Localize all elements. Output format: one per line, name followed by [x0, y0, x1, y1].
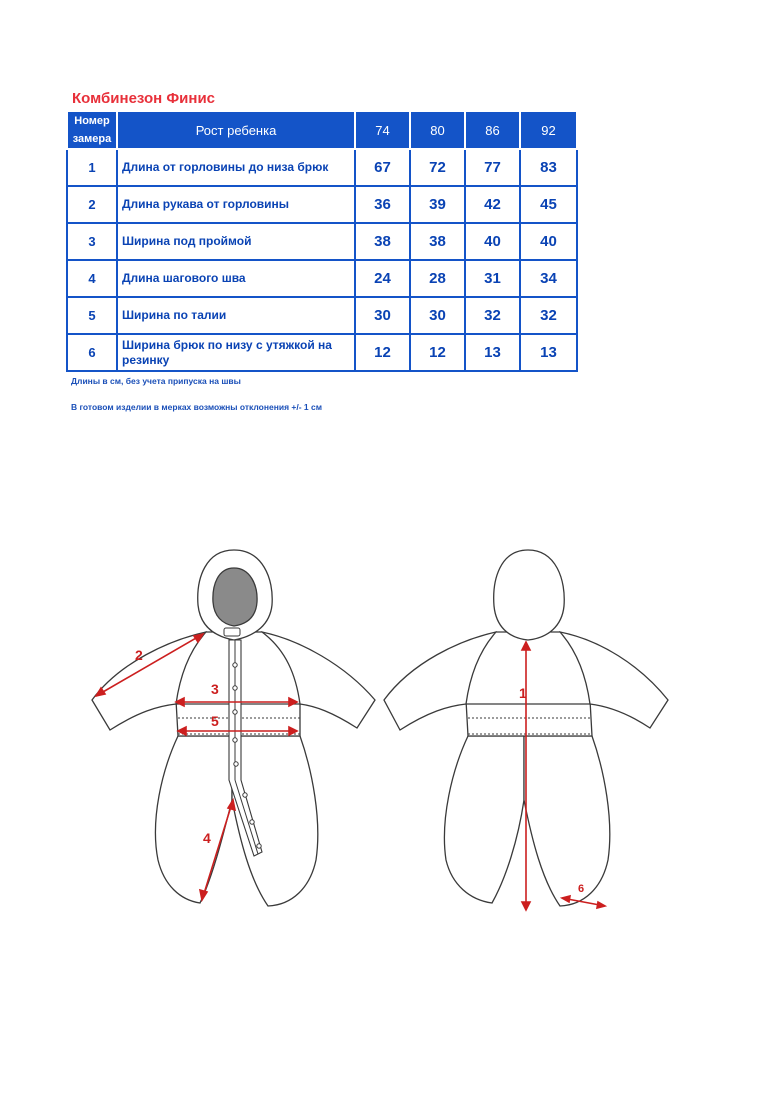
- marker-label-4: 4: [203, 830, 211, 846]
- header-size: 92: [520, 111, 577, 149]
- row-value: 45: [520, 186, 577, 223]
- table-row: [67, 186, 577, 223]
- row-value: 77: [465, 149, 520, 186]
- header-size: 80: [410, 111, 465, 149]
- table-row: [67, 149, 577, 186]
- row-name: Длина шагового шва: [117, 260, 355, 297]
- table-header-row: [67, 111, 577, 149]
- header-child-height: Рост ребенка: [117, 111, 355, 149]
- row-value: 31: [465, 260, 520, 297]
- tolerance-note: В готовом изделии в мерках возможны отклонения +/- 1 см: [71, 402, 323, 412]
- row-value: 13: [520, 334, 577, 371]
- row-name: Ширина по талии: [117, 297, 355, 334]
- jumpsuit-front-drawing: [92, 550, 375, 906]
- marker-label-1: 1: [519, 685, 527, 701]
- header-size: 86: [465, 111, 520, 149]
- row-value: 36: [355, 186, 410, 223]
- row-value: 32: [465, 297, 520, 334]
- size-table: [66, 110, 578, 372]
- marker-label-6: 6: [578, 883, 585, 895]
- row-number: 1: [67, 149, 117, 186]
- row-name: Длина от горловины до низа брюк: [117, 149, 355, 186]
- row-value: 24: [355, 260, 410, 297]
- row-value: 12: [410, 334, 465, 371]
- header-measure-number: Номер замера: [67, 111, 117, 149]
- marker-label-5: 5: [211, 713, 219, 729]
- row-value: 40: [520, 223, 577, 260]
- row-value: 12: [355, 334, 410, 371]
- marker-label-2: 2: [135, 647, 143, 663]
- table-row: [67, 223, 577, 260]
- row-number: 4: [67, 260, 117, 297]
- row-value: 40: [465, 223, 520, 260]
- row-value: 38: [355, 223, 410, 260]
- arrow-head: [200, 890, 207, 900]
- garment-diagram: [0, 530, 762, 930]
- row-name: Длина рукава от горловины: [117, 186, 355, 223]
- row-name: Ширина под проймой: [117, 223, 355, 260]
- row-number: 6: [67, 334, 117, 371]
- row-number: 5: [67, 297, 117, 334]
- row-value: 67: [355, 149, 410, 186]
- header-size: 74: [355, 111, 410, 149]
- table-row: [67, 297, 577, 334]
- row-value: 28: [410, 260, 465, 297]
- arrow-head: [597, 902, 605, 908]
- row-value: 38: [410, 223, 465, 260]
- row-value: 30: [355, 297, 410, 334]
- units-note: Длины в см, без учета припуска на швы: [71, 376, 241, 386]
- row-value: 32: [520, 297, 577, 334]
- table-row: [67, 260, 577, 297]
- row-name: Ширина брюк по низу с утяжкой на резинку: [117, 334, 355, 371]
- row-value: 39: [410, 186, 465, 223]
- table-row: [67, 334, 577, 371]
- arrow-head: [522, 902, 530, 910]
- row-value: 30: [410, 297, 465, 334]
- row-value: 83: [520, 149, 577, 186]
- row-value: 34: [520, 260, 577, 297]
- row-number: 2: [67, 186, 117, 223]
- row-value: 42: [465, 186, 520, 223]
- row-value: 13: [465, 334, 520, 371]
- marker-label-3: 3: [211, 681, 219, 697]
- row-number: 3: [67, 223, 117, 260]
- page-title: Комбинезон Финис: [72, 90, 216, 107]
- row-value: 72: [410, 149, 465, 186]
